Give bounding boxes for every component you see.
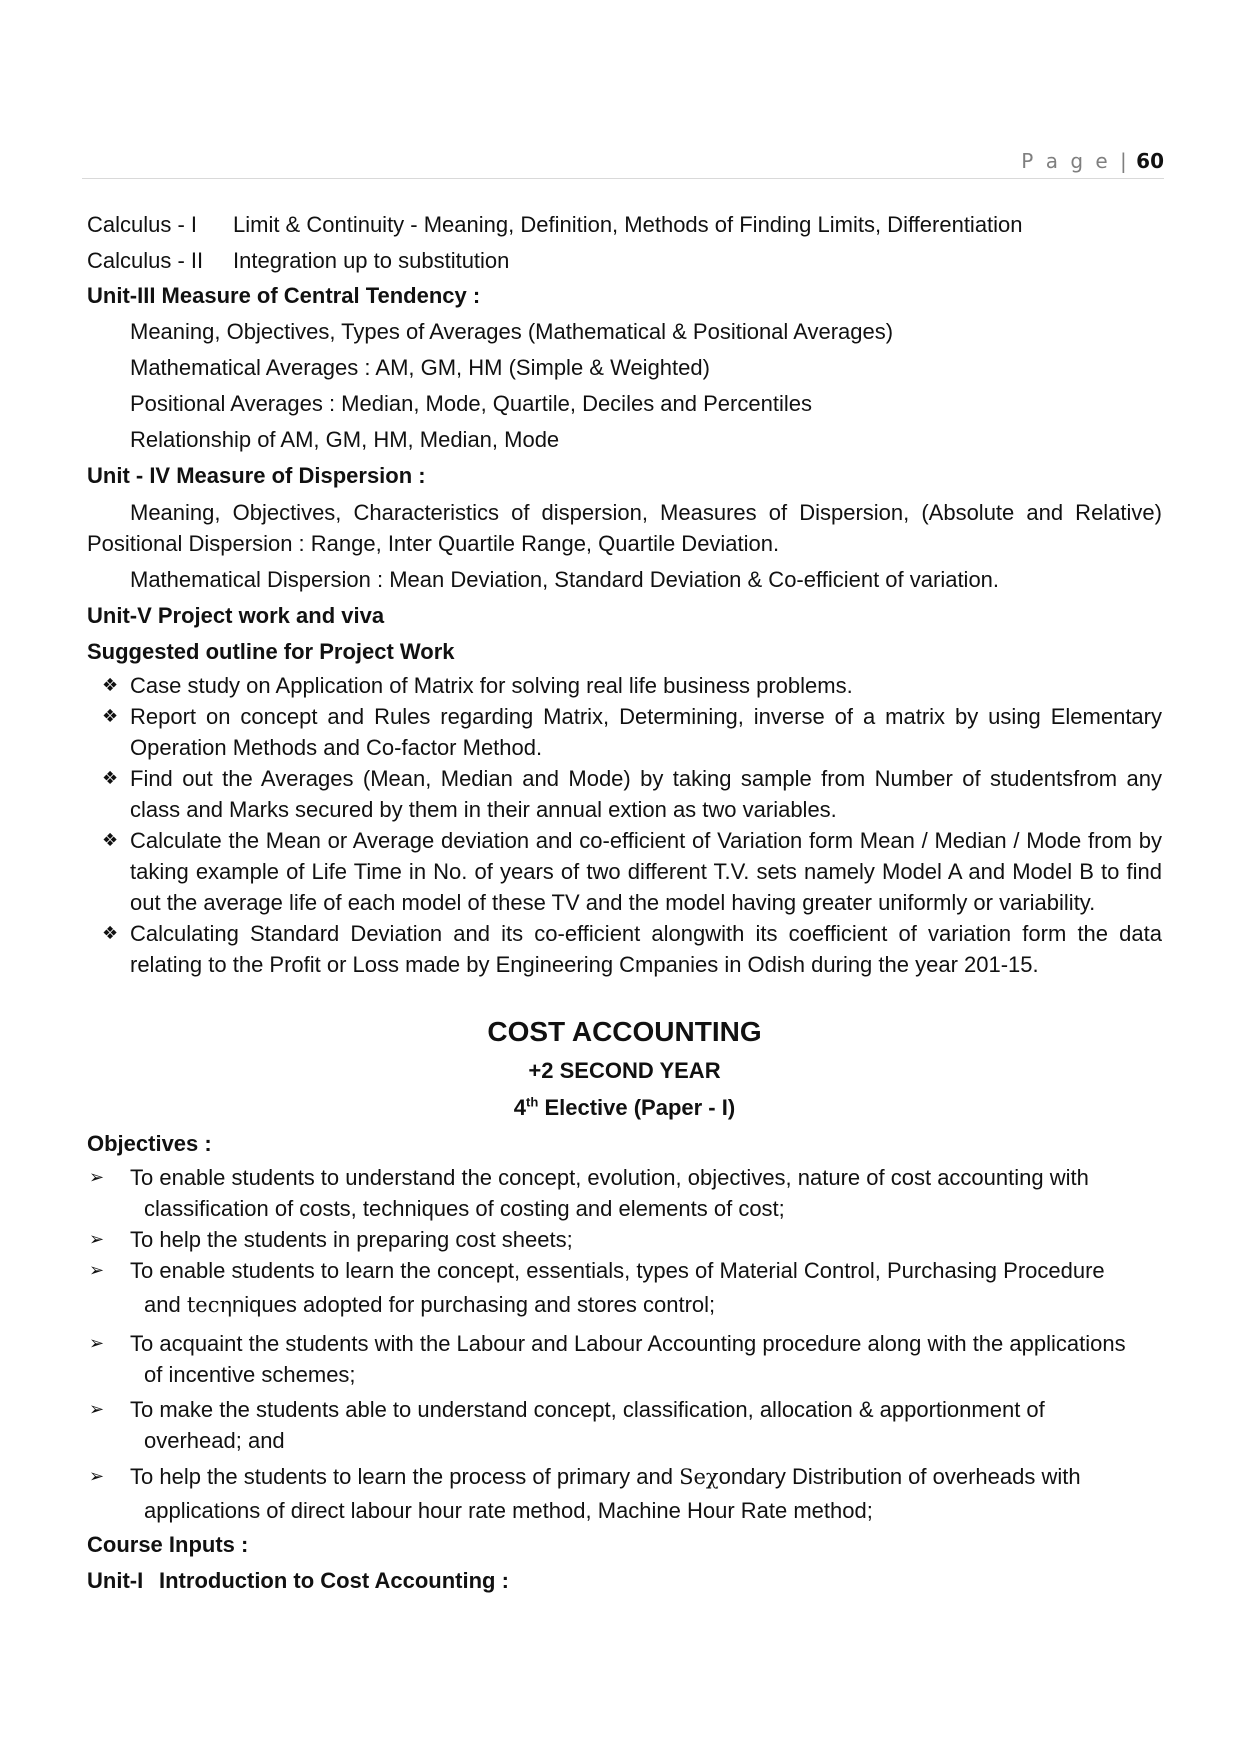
diamond-bullet-icon: ❖ bbox=[102, 830, 119, 850]
calculus-label: Calculus - II bbox=[87, 247, 204, 273]
section-elective: 4th Elective (Paper - I) bbox=[513, 1094, 736, 1120]
diamond-bullet-icon: ❖ bbox=[102, 706, 119, 726]
project-outline-list bbox=[87, 670, 1162, 980]
unit-3-line: Meaning, Objectives, Types of Averages (Mathematical & Positional Averages) bbox=[130, 319, 894, 344]
list-item: ➢ To help the students to learn the process of primary and Seχondary Distribution of overheads with applications of direct labour hour rate method, Machine Hour Rate method; bbox=[87, 1460, 1162, 1527]
list-item: ❖ Find out the Averages (Mean, Median and Mode) by taking sample from Number of studentsfrom any class and Marks secured by them in their annual extion as two variables. bbox=[87, 763, 1162, 825]
project-outline-heading: Suggested outline for Project Work bbox=[87, 639, 455, 664]
section-year: +2 SECOND YEAR bbox=[528, 1058, 721, 1083]
page-label: P a g e bbox=[1021, 149, 1111, 173]
arrow-bullet-icon: ➢ bbox=[89, 1399, 105, 1419]
list-item: ❖ Case study on Application of Matrix for solving real life business problems. bbox=[87, 670, 1162, 701]
calculus-label: Calculus - I bbox=[87, 211, 198, 237]
unit-4-line: Mathematical Dispersion : Mean Deviation, Standard Deviation & Co-efficient of variation. bbox=[130, 567, 1000, 592]
page-separator: | bbox=[1120, 149, 1127, 173]
arrow-bullet-icon: ➢ bbox=[89, 1229, 105, 1249]
arrow-bullet-icon: ➢ bbox=[89, 1333, 105, 1353]
diamond-bullet-icon: ❖ bbox=[102, 923, 119, 943]
objectives-heading: Objectives : bbox=[87, 1131, 212, 1156]
course-inputs-heading: Course Inputs : bbox=[87, 1532, 249, 1557]
list-item: ➢ To enable students to understand the concept, evolution, objectives, nature of cost accounting with classification of costs, techniques of costing and elements of cost; bbox=[87, 1162, 1162, 1224]
page-number-value: 60 bbox=[1136, 149, 1164, 173]
section-title: COST ACCOUNTING bbox=[487, 1016, 762, 1047]
calculus-row bbox=[87, 206, 1162, 242]
unit-4-heading: Unit - IV Measure of Dispersion : bbox=[87, 463, 426, 488]
unit-1-heading: Unit-I Introduction to Cost Accounting : bbox=[87, 1568, 509, 1593]
arrow-bullet-icon: ➢ bbox=[89, 1167, 105, 1187]
list-item: ❖ Calculate the Mean or Average deviation and co-efficient of Variation form Mean / Median / Mode from by taking example of Life Time in No. of years of two different T.V. sets namely Model A and Model B to find out the average life of each model of these TV and the model having greater uniformly or variability. bbox=[87, 825, 1162, 918]
page-header bbox=[82, 146, 1164, 179]
unit-3-line: Relationship of AM, GM, HM, Median, Mode bbox=[130, 427, 560, 452]
document-body bbox=[87, 206, 1162, 1599]
list-item: ➢ To acquaint the students with the Labour and Labour Accounting procedure along with the applications of incentive schemes; bbox=[87, 1328, 1162, 1390]
unit-4-paragraph bbox=[87, 497, 1162, 559]
list-item: ➢ To help the students in preparing cost sheets; bbox=[87, 1224, 1162, 1255]
arrow-bullet-icon: ➢ bbox=[89, 1260, 105, 1280]
unit-4-paragraph-line: Positional Dispersion : Range, Inter Quartile Range, Quartile Deviation. bbox=[87, 531, 780, 556]
unit-4-paragraph-line: Meaning, Objectives, Characteristics of dispersion, Measures of Dispersion, (Absolute and Relative) bbox=[130, 500, 1162, 525]
unit-3-line: Positional Averages : Median, Mode, Quartile, Deciles and Percentiles bbox=[130, 391, 812, 416]
calculus-row bbox=[87, 242, 1162, 278]
list-item: ❖ Calculating Standard Deviation and its co-efficient alongwith its coefficient of variation form the data relating to the Profit or Loss made by Engineering Cmpanies in Odish during the year 201-15. bbox=[87, 918, 1162, 980]
diamond-bullet-icon: ❖ bbox=[102, 675, 119, 695]
list-item: ➢ To make the students able to understand concept, classification, allocation & apportionment of overhead; and bbox=[87, 1394, 1162, 1456]
page-number bbox=[1021, 146, 1164, 176]
calculus-text: Limit & Continuity - Meaning, Definition, Methods of Finding Limits, Differentiation bbox=[233, 211, 1023, 237]
list-item: ❖ Report on concept and Rules regarding Matrix, Determining, inverse of a matrix by using Elementary Operation Methods and Co-factor Method. bbox=[87, 701, 1162, 763]
calculus-text: Integration up to substitution bbox=[233, 247, 510, 273]
unit-5-heading: Unit-V Project work and viva bbox=[87, 603, 385, 628]
arrow-bullet-icon: ➢ bbox=[89, 1466, 105, 1486]
diamond-bullet-icon: ❖ bbox=[102, 768, 119, 788]
list-item: ➢ To enable students to learn the concept, essentials, types of Material Control, Purchasing Procedure and tecηniques adopted for purchasing and stores control; bbox=[87, 1255, 1162, 1324]
unit-3-heading: Unit-III Measure of Central Tendency : bbox=[87, 283, 481, 308]
objectives-list bbox=[87, 1162, 1162, 1527]
unit-3-line: Mathematical Averages : AM, GM, HM (Simple & Weighted) bbox=[130, 355, 710, 380]
